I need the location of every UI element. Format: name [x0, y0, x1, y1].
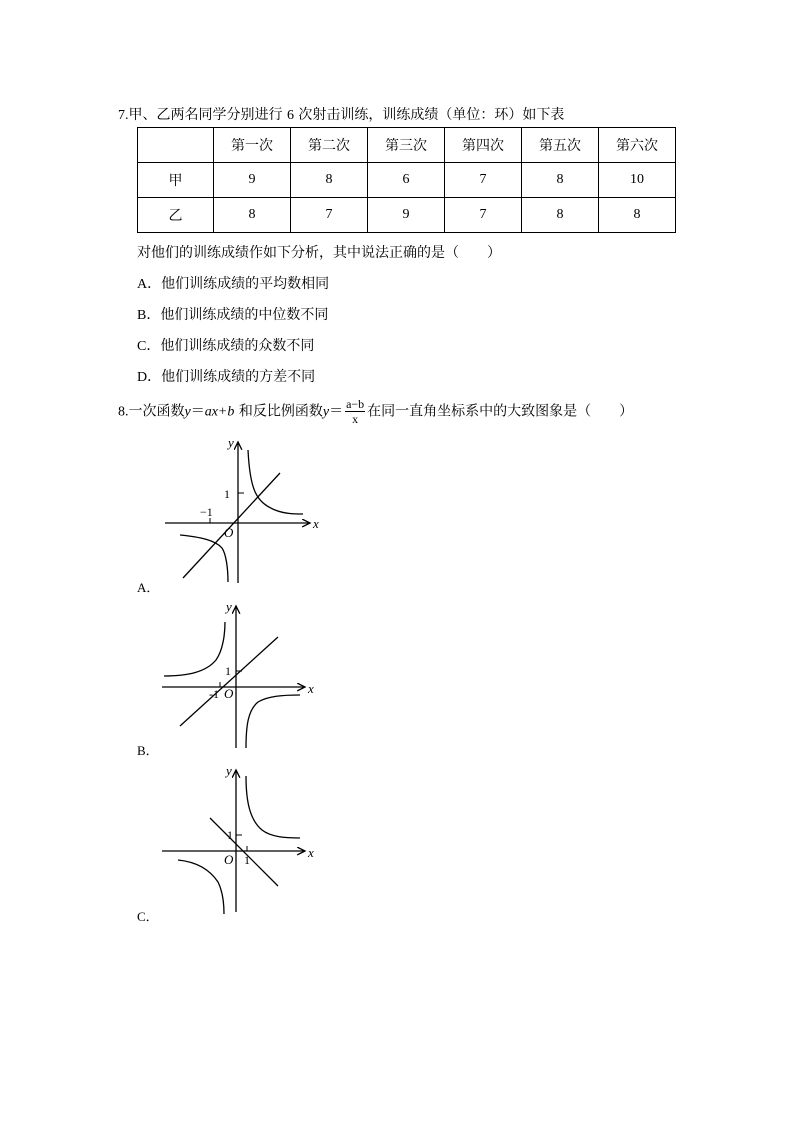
- option-c[interactable]: [137, 335, 314, 355]
- linear-function-y: y: [184, 404, 191, 420]
- row-name-cell: 乙: [138, 198, 214, 233]
- table-cell: 8: [599, 198, 676, 233]
- table-cell: 9: [214, 163, 291, 198]
- inverse-function-fraction: [345, 397, 365, 426]
- table-header-cell: 第六次: [599, 128, 676, 163]
- y-axis-label: y: [226, 599, 232, 614]
- fraction-denominator: x: [352, 412, 359, 426]
- table-cell: 6: [368, 163, 445, 198]
- equals-sign: ＝: [329, 403, 344, 420]
- option-a[interactable]: [137, 273, 329, 293]
- question-8-text-c: 在同一直角坐标系中的大致图象是（ ）: [367, 403, 634, 420]
- tick-label: −1: [200, 505, 213, 519]
- table-cell: 7: [445, 163, 522, 198]
- option-letter: A．: [137, 277, 162, 292]
- origin-label: O: [224, 525, 234, 540]
- table-header-cell: [138, 128, 214, 163]
- option-b[interactable]: [137, 304, 328, 324]
- origin-label: O: [224, 686, 234, 701]
- option-letter: D．: [137, 370, 162, 385]
- fraction-numerator: a−b: [346, 397, 365, 411]
- graph-a-svg: [160, 430, 330, 590]
- question-7-stem: 对他们的训练成绩作如下分析，其中说法正确的是（ ）: [137, 245, 501, 261]
- hyperbola-branch-lower-right: [246, 695, 300, 748]
- graph-c-svg: [158, 762, 328, 917]
- graph-option-a[interactable]: [160, 430, 330, 590]
- option-d[interactable]: [137, 366, 315, 386]
- option-letter: C．: [137, 339, 161, 354]
- origin-label: O: [224, 852, 234, 867]
- tick-label: 1: [224, 487, 230, 501]
- option-text: 他们训练成绩的中位数不同: [160, 307, 329, 323]
- question-8: [118, 397, 633, 431]
- equals-sign: ＝: [190, 403, 205, 420]
- table-cell: 8: [214, 198, 291, 233]
- option-text: 他们训练成绩的平均数相同: [161, 276, 330, 292]
- question-8-number: 8.: [118, 404, 129, 420]
- table-cell: 8: [522, 198, 599, 233]
- graph-option-c[interactable]: [158, 762, 328, 917]
- question-7-text-a: 甲、乙两名同学分别进行: [128, 107, 287, 123]
- question-7-count: 6: [286, 108, 294, 123]
- table-row: [138, 198, 676, 233]
- y-axis-label: y: [226, 763, 232, 778]
- graph-b-svg: [158, 598, 328, 753]
- hyperbola-branch-upper-left: [164, 622, 225, 676]
- tick-label: -1: [209, 687, 219, 701]
- table-header-cell: 第五次: [522, 128, 599, 163]
- row-name-cell: 甲: [138, 163, 214, 198]
- question-7-number: 7.: [118, 108, 129, 123]
- linear-function-line: [210, 818, 278, 886]
- inverse-function-y: y: [322, 404, 330, 420]
- hyperbola-branch-upper-right: [246, 776, 300, 838]
- table-cell: 8: [522, 163, 599, 198]
- table-row: [138, 163, 676, 198]
- question-7: [118, 104, 564, 124]
- table-header-row: [138, 128, 676, 163]
- option-letter: B．: [137, 308, 161, 323]
- table-header-cell: 第二次: [291, 128, 368, 163]
- table-header-cell: 第一次: [214, 128, 291, 163]
- option-text: 他们训练成绩的众数不同: [160, 338, 315, 354]
- score-table: [137, 127, 676, 233]
- graph-b-label[interactable]: B．: [137, 743, 159, 758]
- hyperbola-branch-lower-left: [178, 860, 224, 914]
- table-cell: 7: [291, 198, 368, 233]
- x-axis-label: x: [308, 681, 314, 696]
- linear-function-rhs: ax+b: [204, 404, 235, 420]
- y-axis-label: y: [228, 435, 234, 450]
- option-text: 他们训练成绩的方差不同: [161, 369, 316, 385]
- x-axis-label: x: [308, 845, 314, 860]
- question-8-text-a: 一次函数: [128, 403, 185, 420]
- graph-c-label[interactable]: C．: [137, 909, 159, 924]
- hyperbola-branch-upper: [248, 450, 303, 514]
- linear-function-line: [180, 637, 278, 726]
- table-header-cell: 第四次: [445, 128, 522, 163]
- graph-a-label[interactable]: A．: [137, 580, 160, 595]
- graph-option-b[interactable]: [158, 598, 328, 753]
- tick-label: 1: [227, 828, 233, 842]
- table-cell: 8: [291, 163, 368, 198]
- table-cell: 9: [368, 198, 445, 233]
- question-7-text-b: 次射击训练，训练成绩（单位：环）如下表: [293, 107, 565, 123]
- hyperbola-branch-lower: [180, 535, 228, 582]
- question-8-text-b: 和反比例函数: [234, 403, 323, 420]
- tick-label: 1: [225, 664, 231, 678]
- table-header-cell: 第三次: [368, 128, 445, 163]
- table-cell: 7: [445, 198, 522, 233]
- table-cell: 10: [599, 163, 676, 198]
- tick-label: 1: [244, 853, 250, 867]
- x-axis-label: x: [313, 516, 319, 531]
